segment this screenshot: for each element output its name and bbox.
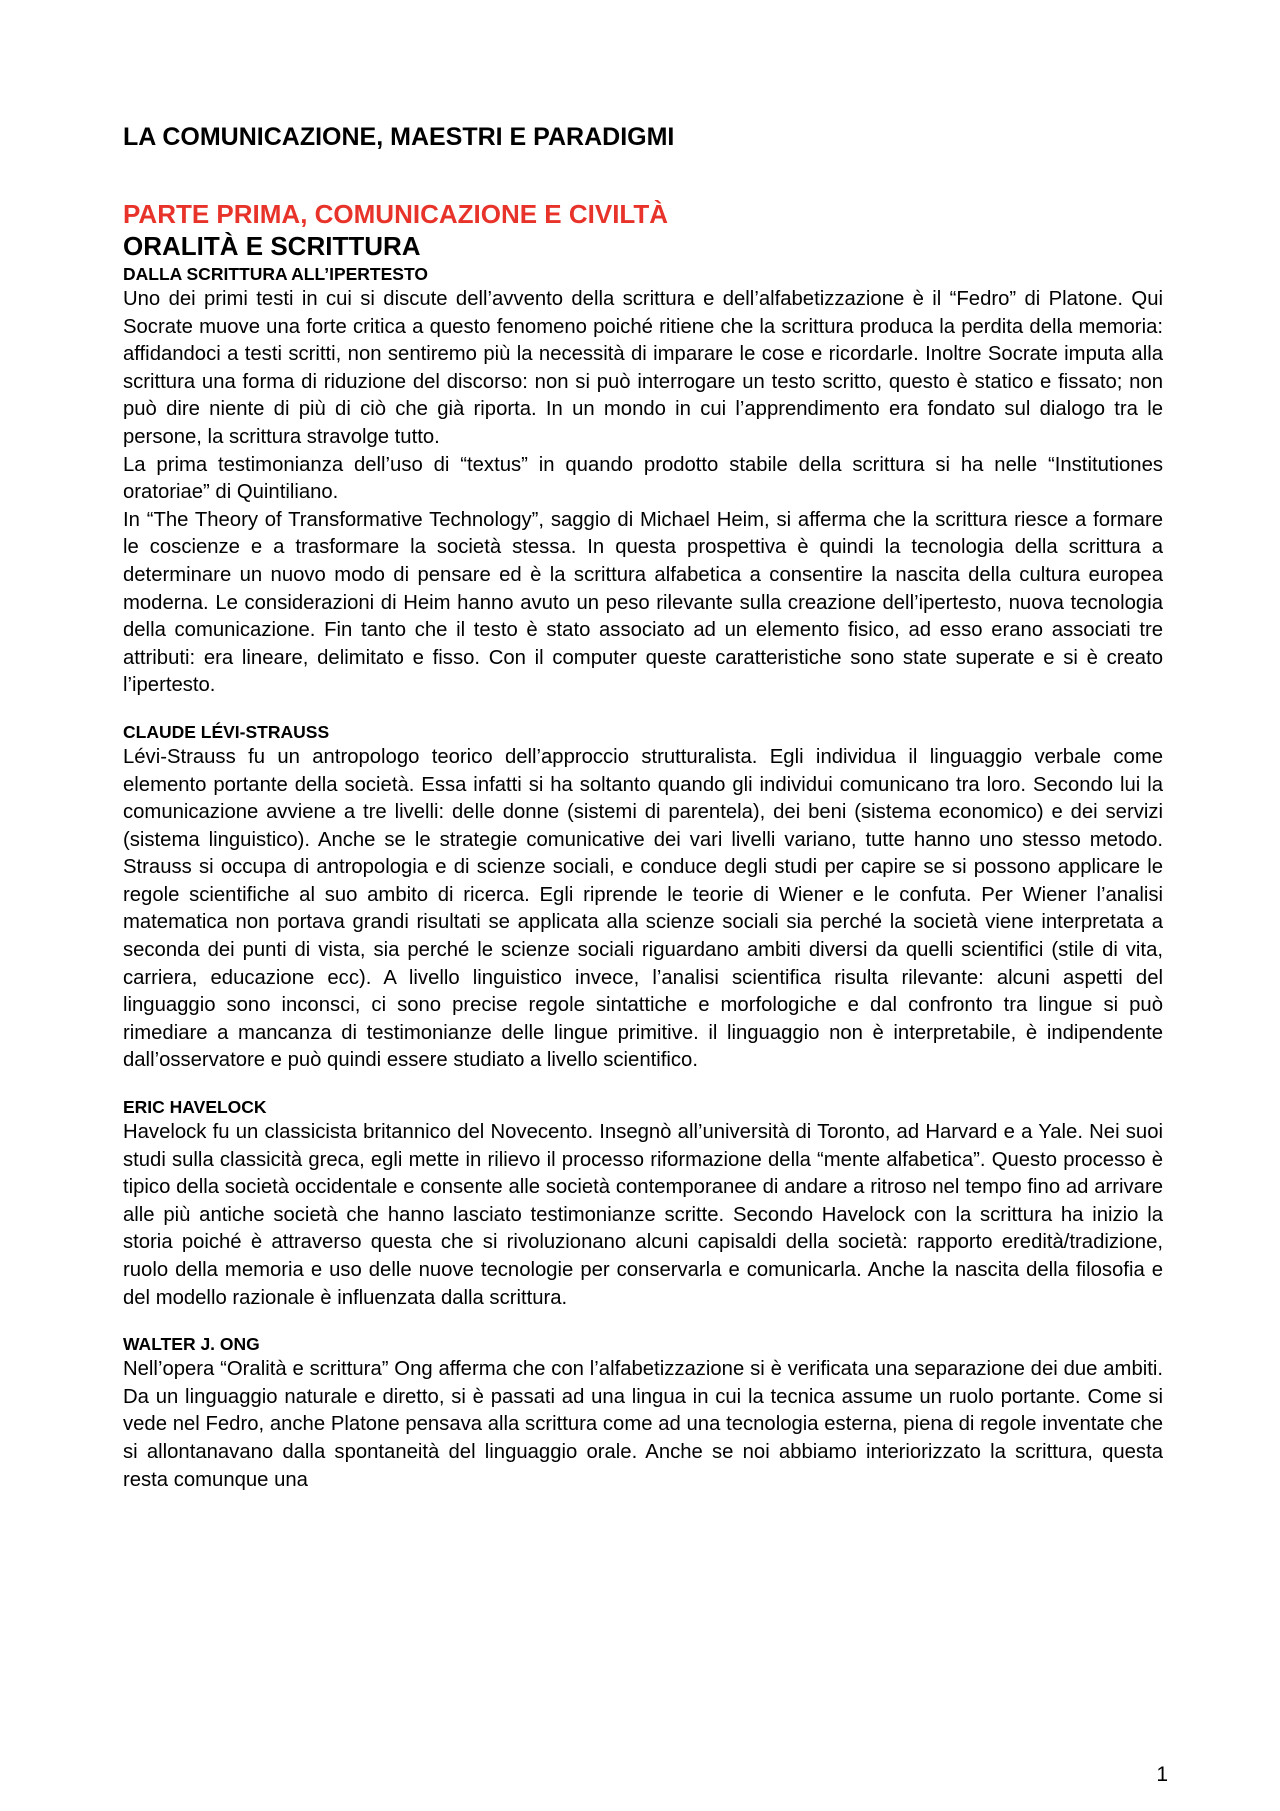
document-title: LA COMUNICAZIONE, MAESTRI E PARADIGMI	[123, 123, 675, 151]
paragraph: La prima testimonianza dell’uso di “textus” in quando prodotto stabile della scrittura si ha nelle “Institutiones oratoriae” di Quintiliano.	[123, 453, 1163, 504]
section-levi-strauss	[123, 720, 1163, 1075]
part-title: PARTE PRIMA, COMUNICAZIONE E CIVILTÀ	[123, 199, 669, 229]
paragraph: Nell’opera “Oralità e scrittura” Ong afferma che con l’alfabetizzazione si è verificata una separazione dei due ambiti. Da un linguaggio naturale e diretto, si è passati ad una lingua in cui la tecnica assume un ruolo portante. Come si vede nel Fedro, anche Platone pensava alla scrittura come ad una tecnologia esterna, piena di regole inventate che si allontanavano dalla spontaneità del linguaggio orale. Anche se noi abbiamo interiorizzato la scrittura, questa resta comunque una	[123, 1358, 1163, 1491]
page-content	[123, 122, 1163, 1514]
section-scrittura-ipertesto	[123, 262, 1163, 700]
section-heading: CLAUDE LÉVI-STRAUSS	[123, 721, 330, 742]
section-heading: WALTER J. ONG	[123, 1334, 260, 1355]
page-number: 1	[1156, 1763, 1168, 1786]
paragraph: Havelock fu un classicista britannico del Novecento. Insegnò all’università di Toronto, ad Harvard e a Yale. Nei suoi studi sulla classicità greca, egli mette in rilievo il processo riformazione della “mente alfabetica”. Questo processo è tipico della società occidentale e consente alle società contemporanee di andare a ritroso nel tempo fino ad arrivare alle più antiche società che hanno lasciato testimonianze scritte. Secondo Havelock con la scrittura ha inizio la storia poiché è attraverso questa che si rivoluzionano alcuni capisaldi della società: rapporto eredità/tradizione, ruolo della memoria e uso delle nuove tecnologie per conservarla e comunicarla. Anche la nascita della filosofia e del modello razionale è influenzata dalla scrittura.	[123, 1121, 1163, 1309]
section-heading: ERIC HAVELOCK	[123, 1097, 267, 1118]
chapter-title: ORALITÀ E SCRITTURA	[123, 231, 421, 261]
paragraph: In “The Theory of Transformative Technology”, saggio di Michael Heim, si afferma che la scrittura riesce a formare le coscienze e a trasformare la società stessa. In questa prospettiva è quindi la tecnologia della scrittura a determinare un nuovo modo di pensare ed è la scrittura alfabetica a consentire la nascita della cultura europea moderna. Le considerazioni di Heim hanno avuto un peso rilevante sulla creazione dell’ipertesto, nuova tecnologia della comunicazione. Fin tanto che il testo è stato associato ad un elemento fisico, ad esso erano associati tre attributi: era lineare, delimitato e fisso. Con il computer queste caratteristiche sono state superate e si è creato l’ipertesto.	[123, 508, 1163, 697]
section-heading: DALLA SCRITTURA ALL’IPERTESTO	[123, 264, 428, 284]
section-havelock	[123, 1095, 1163, 1312]
section-ong	[123, 1332, 1163, 1494]
paragraph: Uno dei primi testi in cui si discute dell’avvento della scrittura e dell’alfabetizzazione è il “Fedro” di Platone. Qui Socrate muove una forte critica a questo fenomeno poiché ritiene che la scrittura produca la perdita della memoria: affidandoci a testi scritti, non sentiremo più la necessità di imparare le cose e ricordarle. Inoltre Socrate imputa alla scrittura una forma di riduzione del discorso: non si può interrogare un testo scritto, questo è statico e fissato; non può dire niente di più di ciò che già riporta. In un mondo in cui l’apprendimento era fondato sul dialogo tra le persone, la scrittura stravolge tutto.	[123, 288, 1163, 448]
paragraph: Lévi-Strauss fu un antropologo teorico dell’approccio strutturalista. Egli individua il linguaggio verbale come elemento portante della società. Essa infatti si ha soltanto quando gli individui comunicano tra loro. Secondo lui la comunicazione avviene a tre livelli: delle donne (sistemi di parentela), dei beni (sistema economico) e dei servizi (sistema linguistico). Anche se le strategie comunicative dei vari livelli variano, tutte hanno uno stesso metodo. Strauss si occupa di antropologia e di scienze sociali, e conduce degli studi per capire se si possono applicare le regole scientifiche al suo ambito di ricerca. Egli riprende le teorie di Wiener e le confuta. Per Wiener l’analisi matematica non portava grandi risultati se applicata alla scienze sociali sia perché la società viene interpretata a seconda dei punti di vista, sia perché le scienze sociali riguardano ambiti diversi da quelli scientifici (stile di vita, carriera, educazione ecc). A livello linguistico invece, l’analisi scientifica risulta rilevante: alcuni aspetti del linguaggio sono inconsci, ci sono precise regole sintattiche e morfologiche e dal confronto tra lingue si può rimediare a mancanza di testimonianze delle lingue primitive. il linguaggio non è interpretabile, è indipendente dall’osservatore e può quindi essere studiato a livello scientifico.	[123, 745, 1163, 1072]
